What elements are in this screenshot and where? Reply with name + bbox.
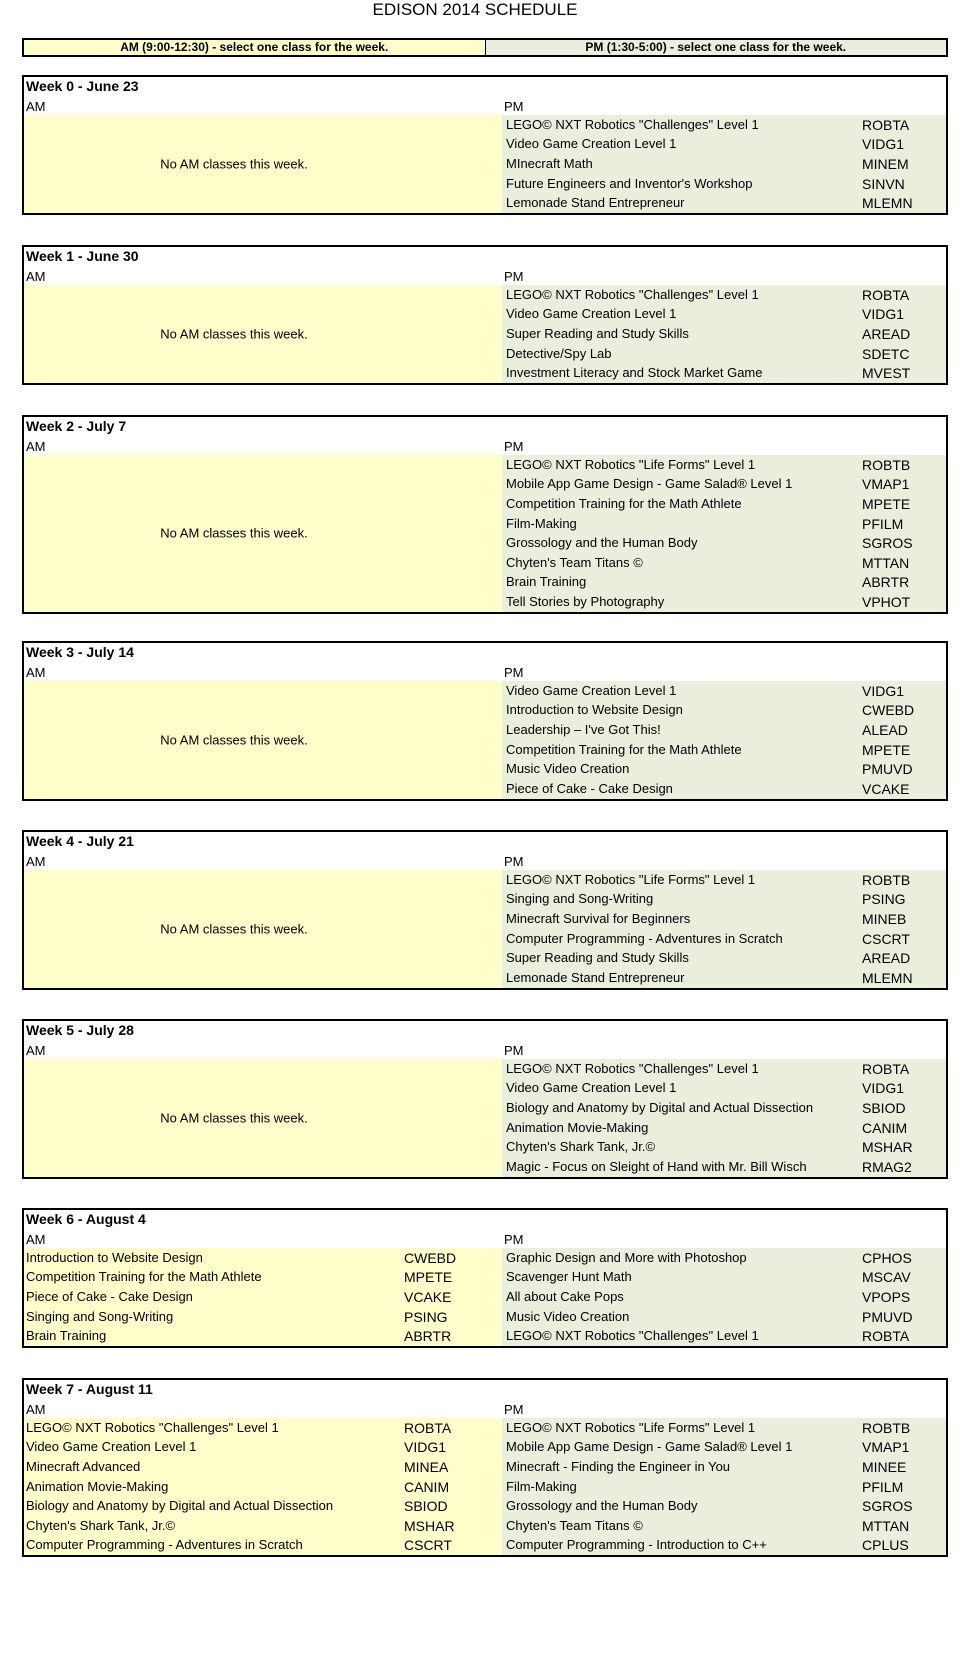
- class-code: ROBTB: [862, 456, 911, 473]
- pm-class-row: [502, 363, 946, 383]
- pm-class-row: [502, 1079, 946, 1099]
- session-labels: [24, 96, 946, 115]
- pm-class-row: [502, 475, 946, 495]
- class-name: LEGO© NXT Robotics "Life Forms" Level 1: [506, 871, 756, 887]
- pm-class-row: [502, 1536, 946, 1556]
- pm-label: PM: [504, 665, 524, 680]
- am-session-header: AM (9:00-12:30) - select one class for the week.: [24, 40, 486, 55]
- week-classes: [24, 1248, 946, 1346]
- class-name: Super Reading and Study Skills: [506, 950, 689, 966]
- pm-class-row: [502, 968, 946, 988]
- class-name: Future Engineers and Inventor's Workshop: [506, 175, 753, 191]
- week-title: Week 1 - June 30: [26, 248, 139, 264]
- week-classes: [24, 681, 946, 799]
- pm-class-row: [502, 174, 946, 194]
- class-code: ROBTB: [862, 1419, 911, 1436]
- pm-label: PM: [504, 1232, 524, 1247]
- week-block: [22, 830, 948, 990]
- class-name: Minecraft Survival for Beginners: [506, 910, 691, 926]
- pm-class-row: [502, 1438, 946, 1458]
- no-am-note: No AM classes this week.: [160, 525, 308, 541]
- pm-column: [502, 1418, 946, 1555]
- am-column: [24, 1248, 502, 1346]
- pm-class-row: [502, 870, 946, 890]
- class-name: LEGO© NXT Robotics "Challenges" Level 1: [26, 1419, 279, 1435]
- class-code: MINEB: [862, 910, 907, 927]
- class-name: All about Cake Pops: [506, 1288, 624, 1304]
- class-code: SGROS: [862, 535, 913, 552]
- class-code: MINEM: [862, 155, 909, 172]
- no-am-note: No AM classes this week.: [160, 156, 308, 172]
- class-code: MSHAR: [862, 1139, 913, 1156]
- pm-class-row: [502, 324, 946, 344]
- week-title: Week 3 - July 14: [26, 644, 134, 660]
- class-code: VIDG1: [404, 1439, 447, 1456]
- class-code: PFILM: [862, 1478, 904, 1495]
- class-code: AREAD: [862, 950, 911, 967]
- am-label: AM: [26, 1232, 46, 1247]
- am-label: AM: [26, 99, 46, 114]
- week-classes: [24, 455, 946, 612]
- class-code: MSHAR: [404, 1517, 455, 1534]
- class-name: Computer Programming - Adventures in Scratch: [506, 930, 783, 946]
- pm-class-row: [502, 1477, 946, 1497]
- class-code: VMAP1: [862, 1439, 910, 1456]
- class-name: Piece of Cake - Cake Design: [506, 780, 673, 796]
- pm-label: PM: [504, 854, 524, 869]
- am-class-row: [24, 1268, 502, 1288]
- pm-class-row: [502, 909, 946, 929]
- pm-class-row: [502, 1307, 946, 1327]
- session-labels: [24, 266, 946, 285]
- am-class-row: [24, 1287, 502, 1307]
- class-code: AREAD: [862, 325, 911, 342]
- class-name: Film-Making: [506, 515, 577, 531]
- class-code: ROBTA: [862, 116, 910, 133]
- class-code: MPETE: [404, 1269, 453, 1286]
- class-name: Computer Programming - Introduction to C++: [506, 1537, 767, 1553]
- pm-class-row: [502, 592, 946, 612]
- class-name: Mobile App Game Design - Game Salad® Level 1: [506, 476, 793, 492]
- class-code: PFILM: [862, 515, 904, 532]
- class-name: Mobile App Game Design - Game Salad® Level 1: [506, 1439, 793, 1455]
- pm-class-row: [502, 1418, 946, 1438]
- class-name: Grossology and the Human Body: [506, 1498, 698, 1514]
- class-name: Chyten's Team Titans ©: [506, 1517, 643, 1533]
- class-code: ROBTA: [862, 1328, 910, 1345]
- week-block: [22, 245, 948, 385]
- week-title: Week 4 - July 21: [26, 833, 134, 849]
- session-labels: [24, 436, 946, 455]
- class-code: ROBTA: [862, 1060, 910, 1077]
- class-name: Competition Training for the Math Athlete: [26, 1269, 262, 1285]
- pm-class-row: [502, 1137, 946, 1157]
- pm-class-row: [502, 1516, 946, 1536]
- pm-class-row: [502, 1059, 946, 1079]
- week-block: [22, 1019, 948, 1179]
- class-name: Tell Stories by Photography: [506, 593, 665, 609]
- class-name: Video Game Creation Level 1: [506, 1080, 677, 1096]
- am-column: [24, 681, 502, 799]
- class-code: CSCRT: [862, 930, 910, 947]
- pm-class-row: [502, 1457, 946, 1477]
- pm-class-row: [502, 455, 946, 475]
- week-block: [22, 641, 948, 801]
- pm-class-row: [502, 573, 946, 593]
- week-title: Week 5 - July 28: [26, 1022, 134, 1038]
- class-code: VPHOT: [862, 593, 911, 610]
- class-code: MLEMN: [862, 195, 913, 212]
- no-am-note: No AM classes this week.: [160, 1110, 308, 1126]
- am-class-row: [24, 1248, 502, 1268]
- class-code: VIDG1: [862, 1080, 905, 1097]
- pm-class-row: [502, 720, 946, 740]
- class-code: MTTAN: [862, 1517, 910, 1534]
- class-code: MVEST: [862, 365, 911, 382]
- class-code: VPOPS: [862, 1288, 911, 1305]
- class-name: Video Game Creation Level 1: [26, 1439, 197, 1455]
- pm-class-row: [502, 344, 946, 364]
- pm-column: [502, 1059, 946, 1177]
- am-column: [24, 115, 502, 213]
- pm-session-header: PM (1:30-5:00) - select one class for the week.: [486, 40, 947, 55]
- class-name: Competition Training for the Math Athlete: [506, 741, 742, 757]
- pm-class-row: [502, 929, 946, 949]
- session-labels: [24, 1229, 946, 1248]
- week-block: [22, 1378, 948, 1557]
- week-title: Week 0 - June 23: [26, 78, 139, 94]
- week-block: [22, 75, 948, 215]
- am-column: [24, 455, 502, 612]
- class-name: Piece of Cake - Cake Design: [26, 1288, 193, 1304]
- pm-class-row: [502, 740, 946, 760]
- class-code: PSING: [404, 1308, 448, 1325]
- pm-label: PM: [504, 99, 524, 114]
- class-code: ROBTA: [404, 1419, 452, 1436]
- pm-column: [502, 115, 946, 213]
- class-name: LEGO© NXT Robotics "Life Forms" Level 1: [506, 456, 756, 472]
- am-column: [24, 1418, 502, 1555]
- class-name: Super Reading and Study Skills: [506, 325, 689, 341]
- class-name: Brain Training: [506, 574, 587, 590]
- week-title: Week 6 - August 4: [26, 1211, 146, 1227]
- class-code: PSING: [862, 891, 906, 908]
- pm-class-row: [502, 514, 946, 534]
- class-code: MSCAV: [862, 1269, 911, 1286]
- am-class-row: [24, 1536, 502, 1556]
- pm-class-row: [502, 1268, 946, 1288]
- class-name: LEGO© NXT Robotics "Life Forms" Level 1: [506, 1419, 756, 1435]
- pm-class-row: [502, 154, 946, 174]
- pm-class-row: [502, 533, 946, 553]
- class-name: Magic - Focus on Sleight of Hand with Mr. Bill Wisch: [506, 1158, 807, 1174]
- class-code: CANIM: [404, 1478, 450, 1495]
- class-name: LEGO© NXT Robotics "Challenges" Level 1: [506, 116, 759, 132]
- am-class-row: [24, 1496, 502, 1516]
- class-code: SGROS: [862, 1498, 913, 1515]
- class-name: Music Video Creation: [506, 1308, 630, 1324]
- class-code: ABRTR: [862, 574, 910, 591]
- class-name: Biology and Anatomy by Digital and Actual Dissection: [26, 1498, 334, 1514]
- session-labels: [24, 1040, 946, 1059]
- pm-class-row: [502, 494, 946, 514]
- class-code: RMAG2: [862, 1158, 912, 1175]
- class-code: CPHOS: [862, 1249, 912, 1266]
- class-name: Biology and Anatomy by Digital and Actual Dissection: [506, 1099, 814, 1115]
- class-code: PMUVD: [862, 761, 913, 778]
- week-classes: [24, 1059, 946, 1177]
- am-class-row: [24, 1438, 502, 1458]
- pm-class-row: [502, 1326, 946, 1346]
- pm-class-row: [502, 135, 946, 155]
- pm-column: [502, 285, 946, 383]
- class-name: LEGO© NXT Robotics "Challenges" Level 1: [506, 1060, 759, 1076]
- class-code: VIDG1: [862, 136, 905, 153]
- class-code: ROBTB: [862, 871, 911, 888]
- class-name: MInecraft Math: [506, 155, 593, 171]
- pm-class-row: [502, 1157, 946, 1177]
- class-code: MINEE: [862, 1458, 907, 1475]
- class-code: CWEBD: [404, 1249, 457, 1266]
- week-title: Week 2 - July 7: [26, 418, 127, 434]
- class-code: MINEA: [404, 1458, 449, 1475]
- class-name: Minecraft Advanced: [26, 1458, 141, 1474]
- class-code: SINVN: [862, 175, 905, 192]
- class-name: Singing and Song-Writing: [506, 891, 654, 907]
- pm-column: [502, 455, 946, 612]
- class-code: ABRTR: [404, 1328, 452, 1345]
- pm-class-row: [502, 115, 946, 135]
- page-title: EDISON 2014 SCHEDULE: [372, 0, 578, 19]
- pm-label: PM: [504, 1043, 524, 1058]
- am-column: [24, 1059, 502, 1177]
- pm-class-row: [502, 948, 946, 968]
- class-name: Scavenger Hunt Math: [506, 1269, 632, 1285]
- class-name: Lemonade Stand Entrepreneur: [506, 195, 685, 211]
- am-label: AM: [26, 854, 46, 869]
- am-class-row: [24, 1307, 502, 1327]
- class-name: Leadership – I've Got This!: [506, 721, 661, 737]
- class-name: Video Game Creation Level 1: [506, 682, 677, 698]
- week-block: [22, 1208, 948, 1348]
- class-name: Video Game Creation Level 1: [506, 136, 677, 152]
- pm-class-row: [502, 701, 946, 721]
- class-name: Introduction to Website Design: [26, 1249, 203, 1265]
- class-code: VIDG1: [862, 306, 905, 323]
- class-code: VCAKE: [862, 780, 910, 797]
- no-am-note: No AM classes this week.: [160, 732, 308, 748]
- class-name: Graphic Design and More with Photoshop: [506, 1249, 747, 1265]
- am-label: AM: [26, 439, 46, 454]
- pm-column: [502, 681, 946, 799]
- am-column: [24, 870, 502, 988]
- am-label: AM: [26, 269, 46, 284]
- class-name: Competition Training for the Math Athlete: [506, 495, 742, 511]
- class-name: Introduction to Website Design: [506, 702, 683, 718]
- pm-class-row: [502, 553, 946, 573]
- session-header: [22, 38, 948, 57]
- class-name: Computer Programming - Adventures in Scratch: [26, 1537, 303, 1553]
- pm-column: [502, 870, 946, 988]
- pm-class-row: [502, 1098, 946, 1118]
- am-label: AM: [26, 1043, 46, 1058]
- week-classes: [24, 870, 946, 988]
- pm-column: [502, 1248, 946, 1346]
- class-name: Chyten's Shark Tank, Jr.©: [26, 1517, 176, 1533]
- pm-label: PM: [504, 1402, 524, 1417]
- class-code: VMAP1: [862, 476, 910, 493]
- pm-class-row: [502, 285, 946, 305]
- class-name: Video Game Creation Level 1: [506, 306, 677, 322]
- class-code: MPETE: [862, 495, 911, 512]
- week-classes: [24, 1418, 946, 1555]
- pm-class-row: [502, 890, 946, 910]
- week-title: Week 7 - August 11: [26, 1381, 153, 1397]
- class-name: Minecraft - Finding the Engineer in You: [506, 1458, 731, 1474]
- pm-label: PM: [504, 439, 524, 454]
- class-code: ROBTA: [862, 286, 910, 303]
- week-classes: [24, 115, 946, 213]
- class-name: LEGO© NXT Robotics "Challenges" Level 1: [506, 286, 759, 302]
- class-code: ALEAD: [862, 721, 908, 738]
- session-labels: [24, 851, 946, 870]
- class-code: VCAKE: [404, 1288, 452, 1305]
- pm-class-row: [502, 1496, 946, 1516]
- class-code: SDETC: [862, 345, 910, 362]
- pm-class-row: [502, 1287, 946, 1307]
- class-name: Brain Training: [26, 1328, 107, 1344]
- class-code: PMUVD: [862, 1308, 913, 1325]
- class-code: CANIM: [862, 1119, 908, 1136]
- class-code: SBIOD: [862, 1099, 906, 1116]
- class-name: Detective/Spy Lab: [506, 345, 612, 361]
- class-name: Singing and Song-Writing: [26, 1308, 174, 1324]
- class-code: MLEMN: [862, 969, 913, 986]
- am-class-row: [24, 1477, 502, 1497]
- pm-class-row: [502, 1248, 946, 1268]
- week-classes: [24, 285, 946, 383]
- pm-class-row: [502, 1118, 946, 1138]
- pm-class-row: [502, 305, 946, 325]
- class-code: SBIOD: [404, 1498, 448, 1515]
- class-name: Music Video Creation: [506, 761, 630, 777]
- pm-class-row: [502, 759, 946, 779]
- session-labels: [24, 1399, 946, 1418]
- session-labels: [24, 662, 946, 681]
- class-code: CSCRT: [404, 1537, 452, 1554]
- class-name: Chyten's Shark Tank, Jr.©: [506, 1139, 656, 1155]
- class-code: CPLUS: [862, 1537, 909, 1554]
- class-code: MTTAN: [862, 554, 910, 571]
- class-name: Film-Making: [506, 1478, 577, 1494]
- class-code: MPETE: [862, 741, 911, 758]
- class-code: CWEBD: [862, 702, 915, 719]
- class-name: Animation Movie-Making: [506, 1119, 649, 1135]
- pm-class-row: [502, 681, 946, 701]
- am-class-row: [24, 1418, 502, 1438]
- class-name: Grossology and the Human Body: [506, 535, 698, 551]
- pm-class-row: [502, 193, 946, 213]
- class-name: Animation Movie-Making: [26, 1478, 169, 1494]
- class-name: Chyten's Team Titans ©: [506, 554, 643, 570]
- am-class-row: [24, 1457, 502, 1477]
- class-name: LEGO© NXT Robotics "Challenges" Level 1: [506, 1328, 759, 1344]
- am-class-row: [24, 1516, 502, 1536]
- am-label: AM: [26, 665, 46, 680]
- am-label: AM: [26, 1402, 46, 1417]
- no-am-note: No AM classes this week.: [160, 326, 308, 342]
- class-name: Lemonade Stand Entrepreneur: [506, 969, 685, 985]
- class-code: VIDG1: [862, 682, 905, 699]
- week-block: [22, 415, 948, 614]
- am-class-row: [24, 1326, 502, 1346]
- class-name: Investment Literacy and Stock Market Game: [506, 365, 763, 381]
- pm-label: PM: [504, 269, 524, 284]
- no-am-note: No AM classes this week.: [160, 921, 308, 937]
- pm-class-row: [502, 779, 946, 799]
- am-column: [24, 285, 502, 383]
